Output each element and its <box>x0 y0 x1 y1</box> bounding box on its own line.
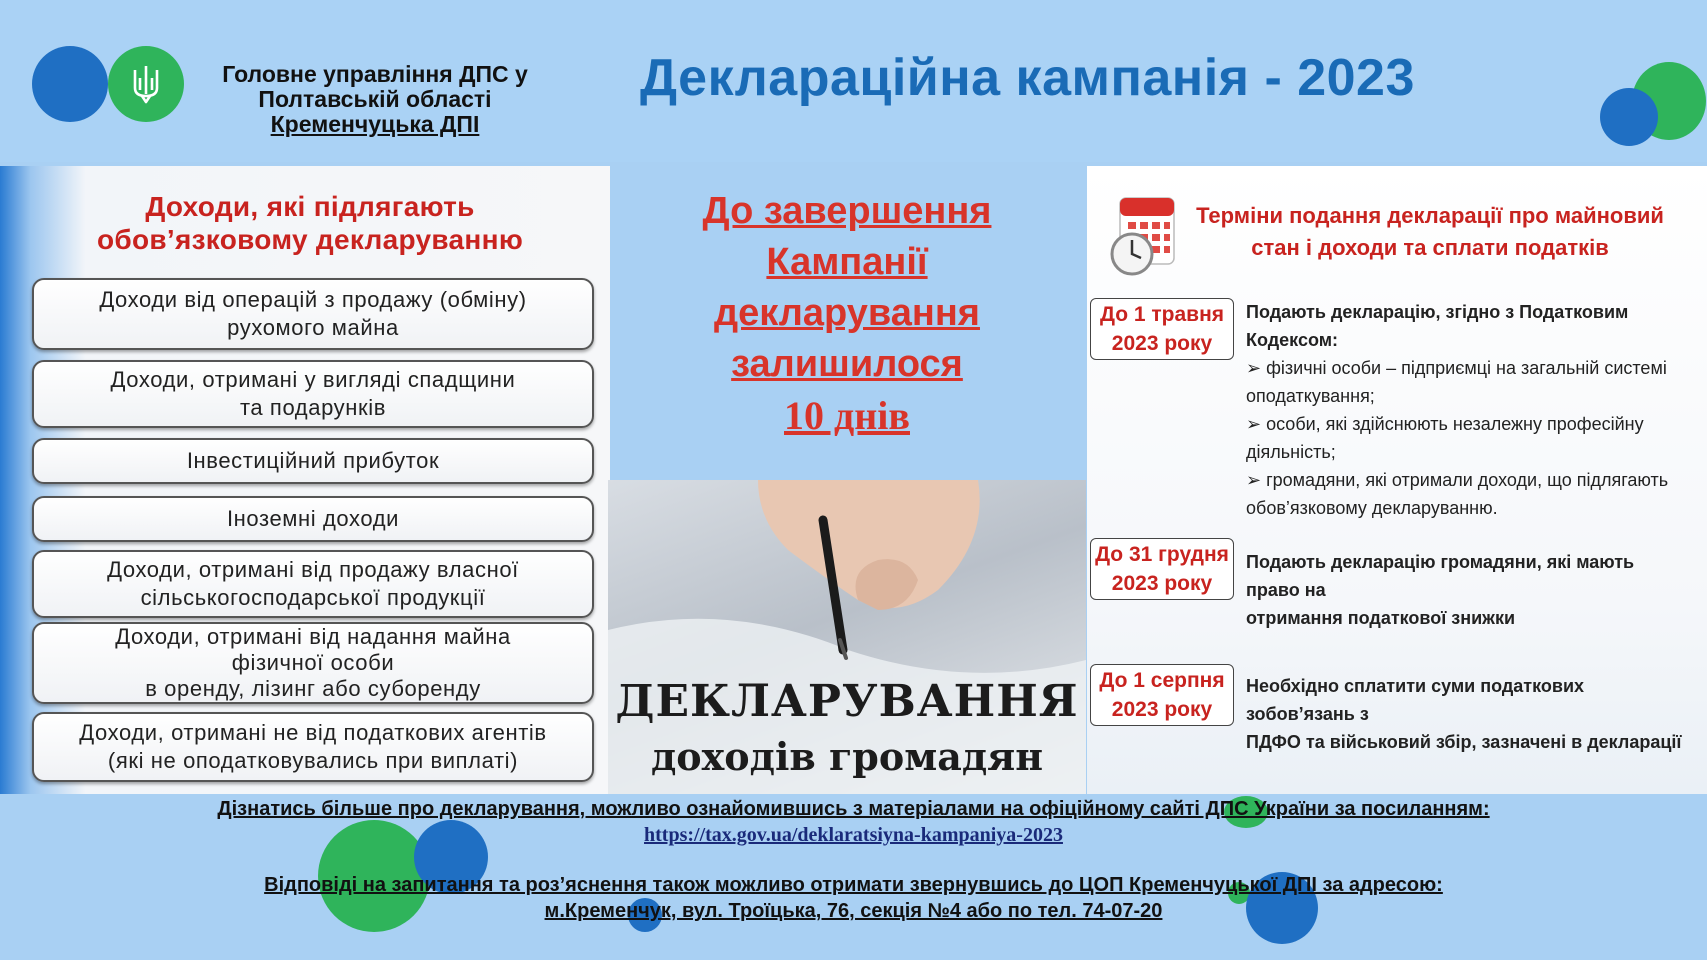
deadline-date-text: До 1 травня <box>1099 303 1225 326</box>
income-item-5 <box>32 550 594 618</box>
income-item-text: Доходи, отримані від продажу власної <box>107 557 519 582</box>
deadline-date-text: 2023 року <box>1111 698 1213 721</box>
deadline-lead: отримання податкової знижки <box>1246 608 1516 628</box>
deadline-desc-3 <box>1246 672 1691 756</box>
deadline-bullet-cont: діяльність; <box>1246 442 1336 462</box>
countdown-text <box>612 186 1082 441</box>
income-item-text: Доходи від операцій з продажу (обміну) <box>99 287 527 312</box>
footer-contact-text: Відповіді на запитання та роз’яснення також можливо отримати звернувшись до ЦОП Кременчуцької ДПІ за адресою: <box>264 874 1443 896</box>
income-item-2 <box>32 360 594 428</box>
deadline-desc-2 <box>1246 548 1691 632</box>
deadline-date-text: До 31 грудня <box>1095 543 1229 566</box>
declaration-photo <box>608 480 1086 794</box>
deadline-date-text: 2023 року <box>1111 572 1213 595</box>
income-item-text: в оренду, лізинг або суборенду <box>145 676 481 701</box>
footer-info-text: Дізнатись більше про декларування, можливо ознайомившись з матеріалами на офіційному сайті ДПС України за посиланням: <box>217 798 1490 820</box>
deadlines-title-line-2: стан і доходи та сплати податків <box>1251 235 1609 260</box>
income-item-text: Доходи, отримані від надання майна <box>115 624 511 649</box>
countdown-line-1: До завершення <box>702 190 992 232</box>
deadline-lead: Подають декларацію, згідно з Податковим Кодексом: <box>1246 302 1629 350</box>
countdown-days: 10 днів <box>784 393 910 438</box>
deadline-date-3 <box>1090 664 1234 726</box>
photo-caption-2: доходів громадян <box>650 734 1044 779</box>
org-line-3: Кременчуцька ДПІ <box>270 111 480 137</box>
countdown-line-4: залишилося <box>731 343 963 385</box>
income-title-line-2: обов’язковому декларуванню <box>96 224 524 255</box>
deadline-lead: ПДФО та військовий збір, зазначені в декларації <box>1246 732 1682 752</box>
income-item-text: та подарунків <box>239 395 387 420</box>
income-item-text: Доходи, отримані у вигляді спадщини <box>110 367 516 392</box>
footer-link[interactable]: https://tax.gov.ua/deklaratsiyna-kampaniya-2023 <box>644 824 1063 846</box>
deadline-bullet-cont: обов’язковому декларуванню. <box>1246 498 1498 518</box>
income-title-line-1: Доходи, які підлягають <box>145 191 475 222</box>
deadlines-title <box>1190 200 1670 264</box>
income-panel-title <box>30 190 590 256</box>
income-item-text: Іноземні доходи <box>226 506 400 531</box>
page-title: Деклараційна кампанія - 2023 <box>640 49 1415 107</box>
calendar-clock-icon <box>1108 192 1178 284</box>
income-item-7 <box>32 712 594 782</box>
income-item-1 <box>32 278 594 350</box>
decor-circle-blue <box>1600 88 1658 146</box>
deadline-date-text: 2023 року <box>1111 332 1213 355</box>
deadline-lead: Подають декларацію громадяни, які мають право на <box>1246 552 1635 600</box>
trident-emblem-icon <box>131 64 161 104</box>
photo-caption-1: ДЕКЛАРУВАННЯ <box>615 676 1079 727</box>
deadline-desc-1 <box>1246 298 1691 522</box>
deadline-bullet: ➢ фізичні особи – підприємці на загальній системі <box>1246 354 1691 382</box>
org-line-1: Головне управління ДПС у <box>222 61 528 87</box>
footer-address: м.Кременчук, вул. Троїцька, 76, секція №4 або по тел. 74-07-20 <box>544 900 1163 922</box>
logo-circle-blue <box>32 46 108 122</box>
logo-circle-green <box>108 46 184 122</box>
org-name <box>210 62 540 137</box>
deadline-date-text: До 1 серпня <box>1099 669 1225 692</box>
income-item-text: рухомого майна <box>227 315 399 340</box>
income-item-6 <box>32 622 594 704</box>
deadline-bullet: ➢ громадяни, які отримали доходи, що підлягають <box>1246 466 1691 494</box>
deadline-date-2 <box>1090 538 1234 600</box>
deadline-bullet-cont: оподаткування; <box>1246 386 1375 406</box>
income-item-text: сільськогосподарської продукції <box>140 585 486 610</box>
deadline-date-1 <box>1090 298 1234 360</box>
income-item-4 <box>32 496 594 542</box>
income-item-text: (які не оподатковувались при виплаті) <box>107 748 519 773</box>
countdown-line-3: декларування <box>714 292 980 334</box>
org-line-2: Полтавській області <box>258 86 492 112</box>
income-item-text: фізичної особи <box>231 650 395 675</box>
deadline-bullet: ➢ особи, які здійснюють незалежну професійну <box>1246 410 1691 438</box>
income-item-text: Доходи, отримані не від податкових агентів <box>79 720 547 745</box>
countdown-line-2: Кампанії <box>766 241 928 283</box>
income-item-text: Інвестиційний прибуток <box>186 448 440 473</box>
deadline-lead: Необхідно сплатити суми податкових зобов’язань з <box>1246 676 1585 724</box>
income-item-3 <box>32 438 594 484</box>
deadlines-title-line-1: Терміни подання декларації про майновий <box>1196 203 1664 228</box>
